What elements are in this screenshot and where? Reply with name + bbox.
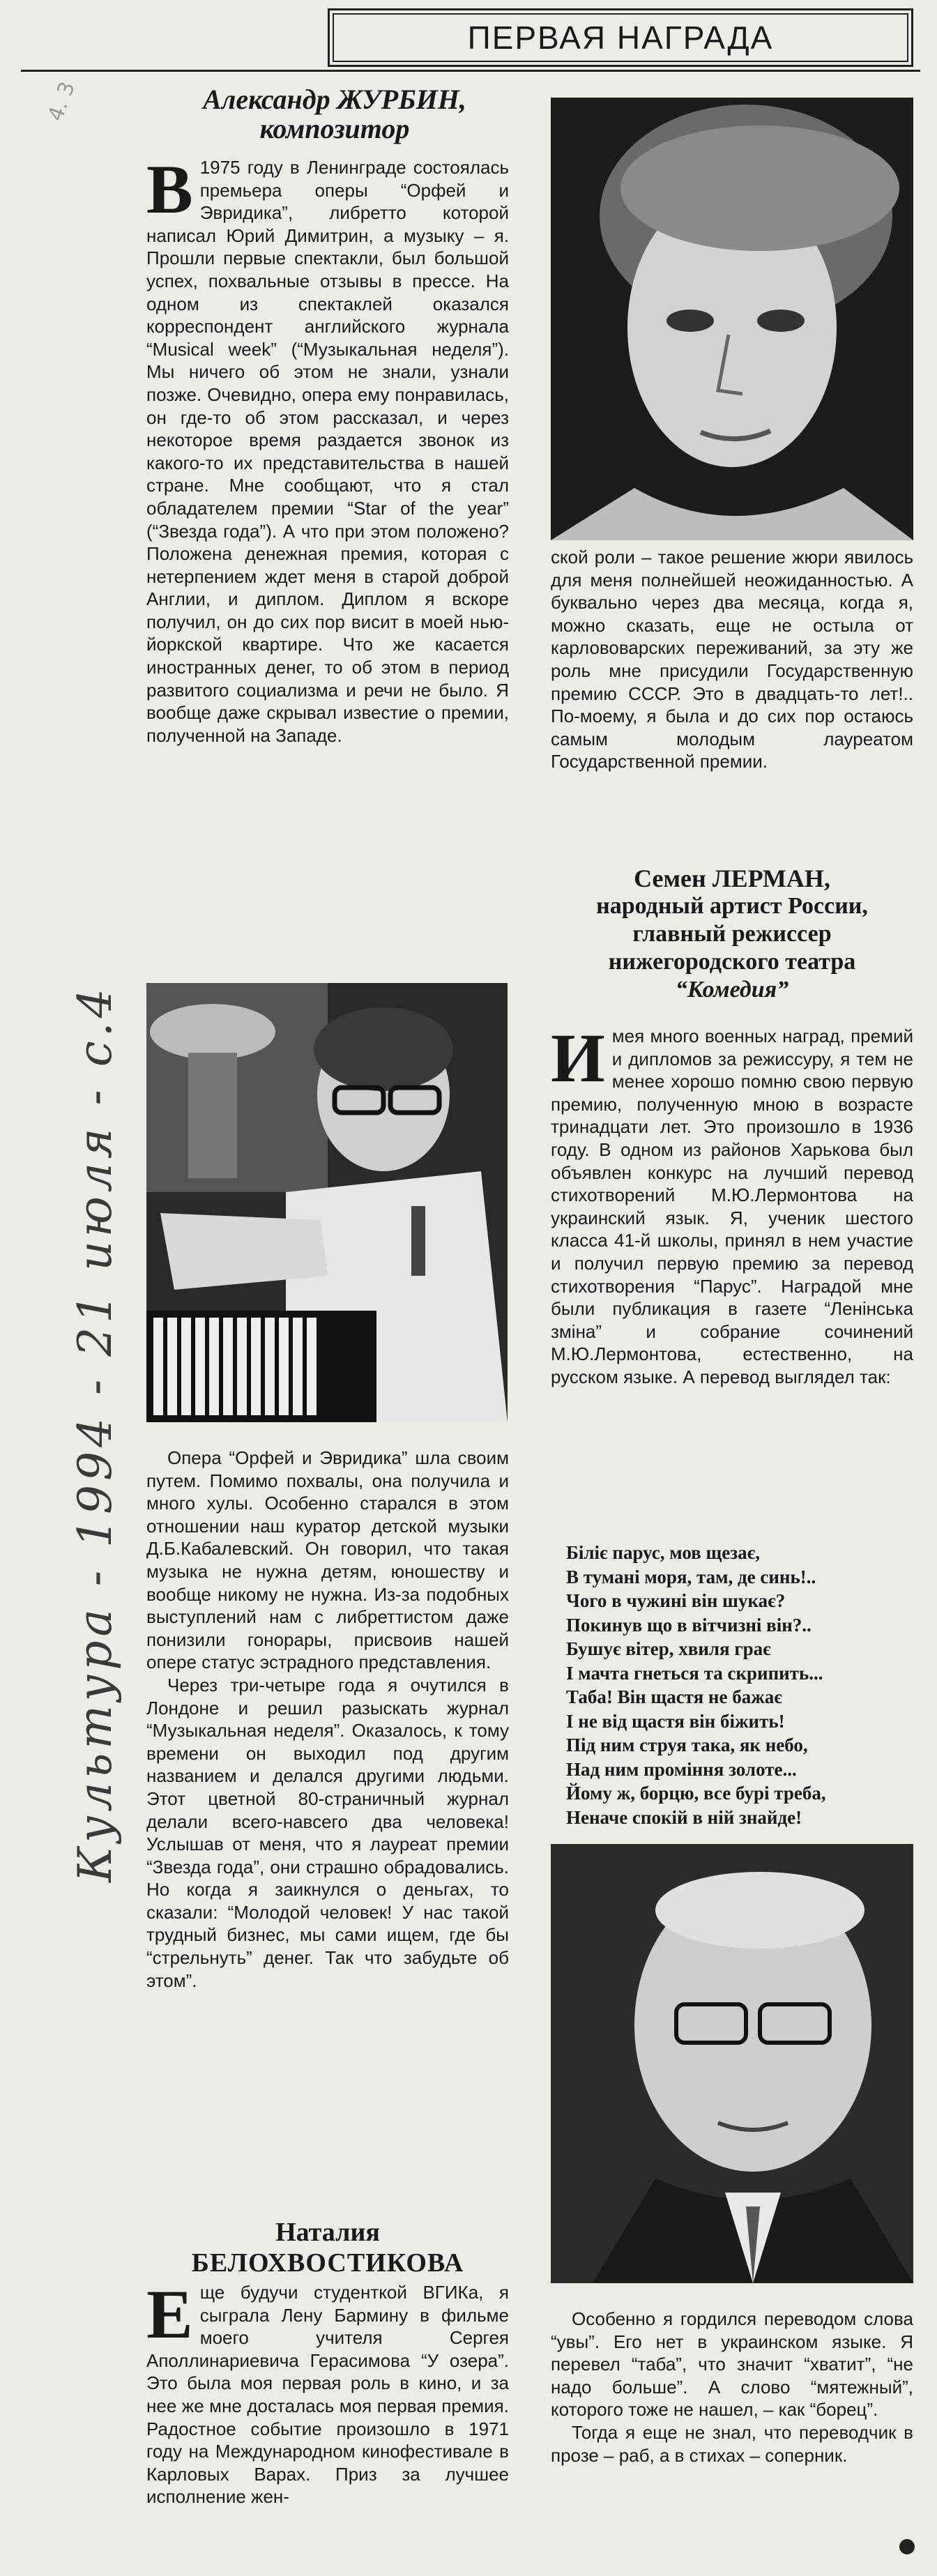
handwritten-margin-note: Культура - 1994 - 21 июля - с.4 xyxy=(68,984,122,1882)
lerman-paragraph-2: Особенно я гордился переводом слова “увы”. Его нет в украинском языке. Я перевел “таба”, что значит “хватит”, “не надо больше”. А слово “мятежный”, которого тоже не нашел, – как “борец”. xyxy=(551,2308,913,2421)
zhurbin-name: Александр ЖУРБИН, xyxy=(203,84,466,115)
lerman-heading xyxy=(551,864,913,1004)
zhurbin-photo xyxy=(146,983,508,1422)
poem-line: І не від щастя він біжить! xyxy=(566,1710,785,1732)
belokhvostikova-text-1 xyxy=(146,2276,509,2508)
zhurbin-paragraph-1: 1975 году в Ленинграде состоялась премьера оперы “Орфей и Эвридика”, либретто которой написал Юрий Димитрин, а музыку – я. Прошли первые спектакли, был большой успех, похвальные отзывы в прессе. На одном из спектаклей оказался корреспондент английского журнала “Musical week” (“Музыкальная неделя”). Мы ничего об этом не знали, узнали позже. Очевидно, опера ему понравилась, он где-то об этом рассказал, и через некоторое время раздается звонок из какого-то их представительства в нашей стране. Мне сообщают, что я стал обладателем премии “Star of the year” (“Звезда года”). А что при этом положено? Положена денежная премия, которая с нетерпением ждет меня в старой доброй Англии, и диплом. Диплом я вскоре получил, он до сих пор висит в моей нью-йоркской квартире. Что же касается иностранных денег, то об этом в период развитого социализма и речи не было. Я вообще даже скрывал известие о премии, полученной на Западе. xyxy=(146,157,509,746)
belokhvostikova-paragraph-1: ще будучи студенткой ВГИКа, я сыграла Лену Бармину в фильме моего учителя Сергея Аполлинариевича Герасимова “У озера”. Это была моя первая роль в кино, и за нее же мне досталась моя первая премия. Радостное событие произошло в 1971 году на Международном кинофестивале в Карловых Варах. Приз за лучшее исполнение жен- xyxy=(146,2282,509,2508)
lerman-dropcap: И xyxy=(551,1019,605,1097)
zhurbin-paragraph-3: Через три-четыре года я очутился в Лондоне и решил разыскать журнал “Музыкальная неделя”. Оказалось, к тому времени он выходил под другим названием и делался другими людьми. Этот цветной 80-страничный журнал делали всего-навсего два человека! Услышав от меня, что я лауреат премии “Звезда года”, они страшно обрадовались. Но когда я заикнулся о деньгах, то сказали: “Молодой человек! У нас такой трудный бизнес, мы сами ищем, где бы “стрельнуть” денег. Так что забудьте об этом”. xyxy=(146,1674,509,1991)
lerman-text-1 xyxy=(551,1019,913,1389)
poem-line: Неначе спокій в ній знайде! xyxy=(566,1806,802,1828)
zhurbin-dropcap: В xyxy=(146,151,193,228)
lerman-poem xyxy=(566,1541,908,1829)
belokhvostikova-heading xyxy=(146,2217,509,2278)
header-rule xyxy=(21,70,920,72)
lerman-paragraph-1: мея много военных наград, премий и дипломов за режиссуру, я тем не менее хорошо помню свою первую премию, полученную мною в возрасте тринадцати лет. Это произошло в 1936 году. В одном из районов Харькова был объявлен конкурс на лучший перевод стихотворений М.Ю.Лермонтова на украинский язык. Я, ученик шестого класса 41-й школы, принял в нем участие и получил первую премию за перевод стихотворения “Парус”. Наградой мне были публикация в газете “Ленінська зміна” и собрание сочинений М.Ю.Лермонтова, естественно, на русском языке. А перевод выглядел так: xyxy=(551,1026,913,1387)
belokhvostikova-surname: БЕЛОХВОСТИКОВА xyxy=(191,2248,464,2278)
section-header-box xyxy=(328,8,913,67)
lerman-name: Семен ЛЕРМАН, xyxy=(634,864,830,892)
lerman-theatre: нижегородского театра xyxy=(608,949,856,975)
poem-line: Йому ж, борцю, все бурі треба, xyxy=(566,1783,826,1804)
zhurbin-heading xyxy=(146,85,523,144)
lerman-position: главный режиссер xyxy=(632,921,832,947)
belokhvostikova-text-2 xyxy=(551,546,913,773)
lerman-paragraph-3: Тогда я еще не знал, что переводчик в прозе – раб, а в стихах – соперник. xyxy=(551,2421,913,2466)
belokhvostikova-paragraph-1-continued: ской роли – такое решение жюри явилось для меня полнейшей неожиданностью. А буквально через два месяца, когда я, можно сказать, еще не остыла от карлововарских переживаний, за эту же роль мне присудили Государственную премию СССР. Это в двадцать-то лет!.. По-моему, я была и до сих пор остаюсь самым молодым лауреатом Государственной премии. xyxy=(551,547,913,772)
poem-line: Бушує вітер, хвиля грає xyxy=(566,1638,771,1659)
poem-line: В тумані моря, там, де синь!.. xyxy=(566,1566,816,1587)
belokhvostikova-photo xyxy=(551,98,913,540)
poem-line: І мачта гнеться та скрипить... xyxy=(566,1662,823,1684)
lerman-text-2 xyxy=(551,2308,913,2467)
poem-line: Під ним струя така, як небо, xyxy=(566,1735,808,1755)
poem-line: Таба! Він щастя не бажає xyxy=(566,1686,782,1707)
zhurbin-role: композитор xyxy=(259,113,410,144)
lerman-theatre-name: “Комедия” xyxy=(675,977,789,1003)
zhurbin-paragraph-2: Опера “Орфей и Эвридика” шла своим путем. Помимо похвалы, она получила и много хулы. Особенно старался в этом отношении наш куратор детской музыки Д.Б.Кабалевский. Он говорил, что такая музыка не нужна детям, юношеству и вообще никому не нужна. Из-за подобных выступлений нам с либреттистом даже понизили гонорары, присвоив нашей опере статус эстрадного представления. xyxy=(146,1447,509,1673)
belokhvostikova-first-name: Наталия xyxy=(275,2218,380,2247)
lerman-photo xyxy=(551,1844,913,2283)
lerman-title: народный артист России, xyxy=(596,893,868,919)
belokhvostikova-dropcap: Е xyxy=(146,2276,193,2353)
zhurbin-text-2 xyxy=(146,1447,509,1992)
pencil-mark: 4. 3 xyxy=(43,78,80,125)
poem-line: Чого в чужині він шукає? xyxy=(566,1590,786,1611)
zhurbin-text-1 xyxy=(146,151,509,747)
end-of-article-bullet xyxy=(899,2539,915,2554)
poem-line: Покинув що в вітчизні він?.. xyxy=(566,1614,812,1636)
section-title: ПЕРВАЯ НАГРАДА xyxy=(467,20,774,56)
poem-line: Біліє парус, мов щезає, xyxy=(566,1542,761,1563)
poem-line: Над ним проміння золоте... xyxy=(566,1758,797,1780)
